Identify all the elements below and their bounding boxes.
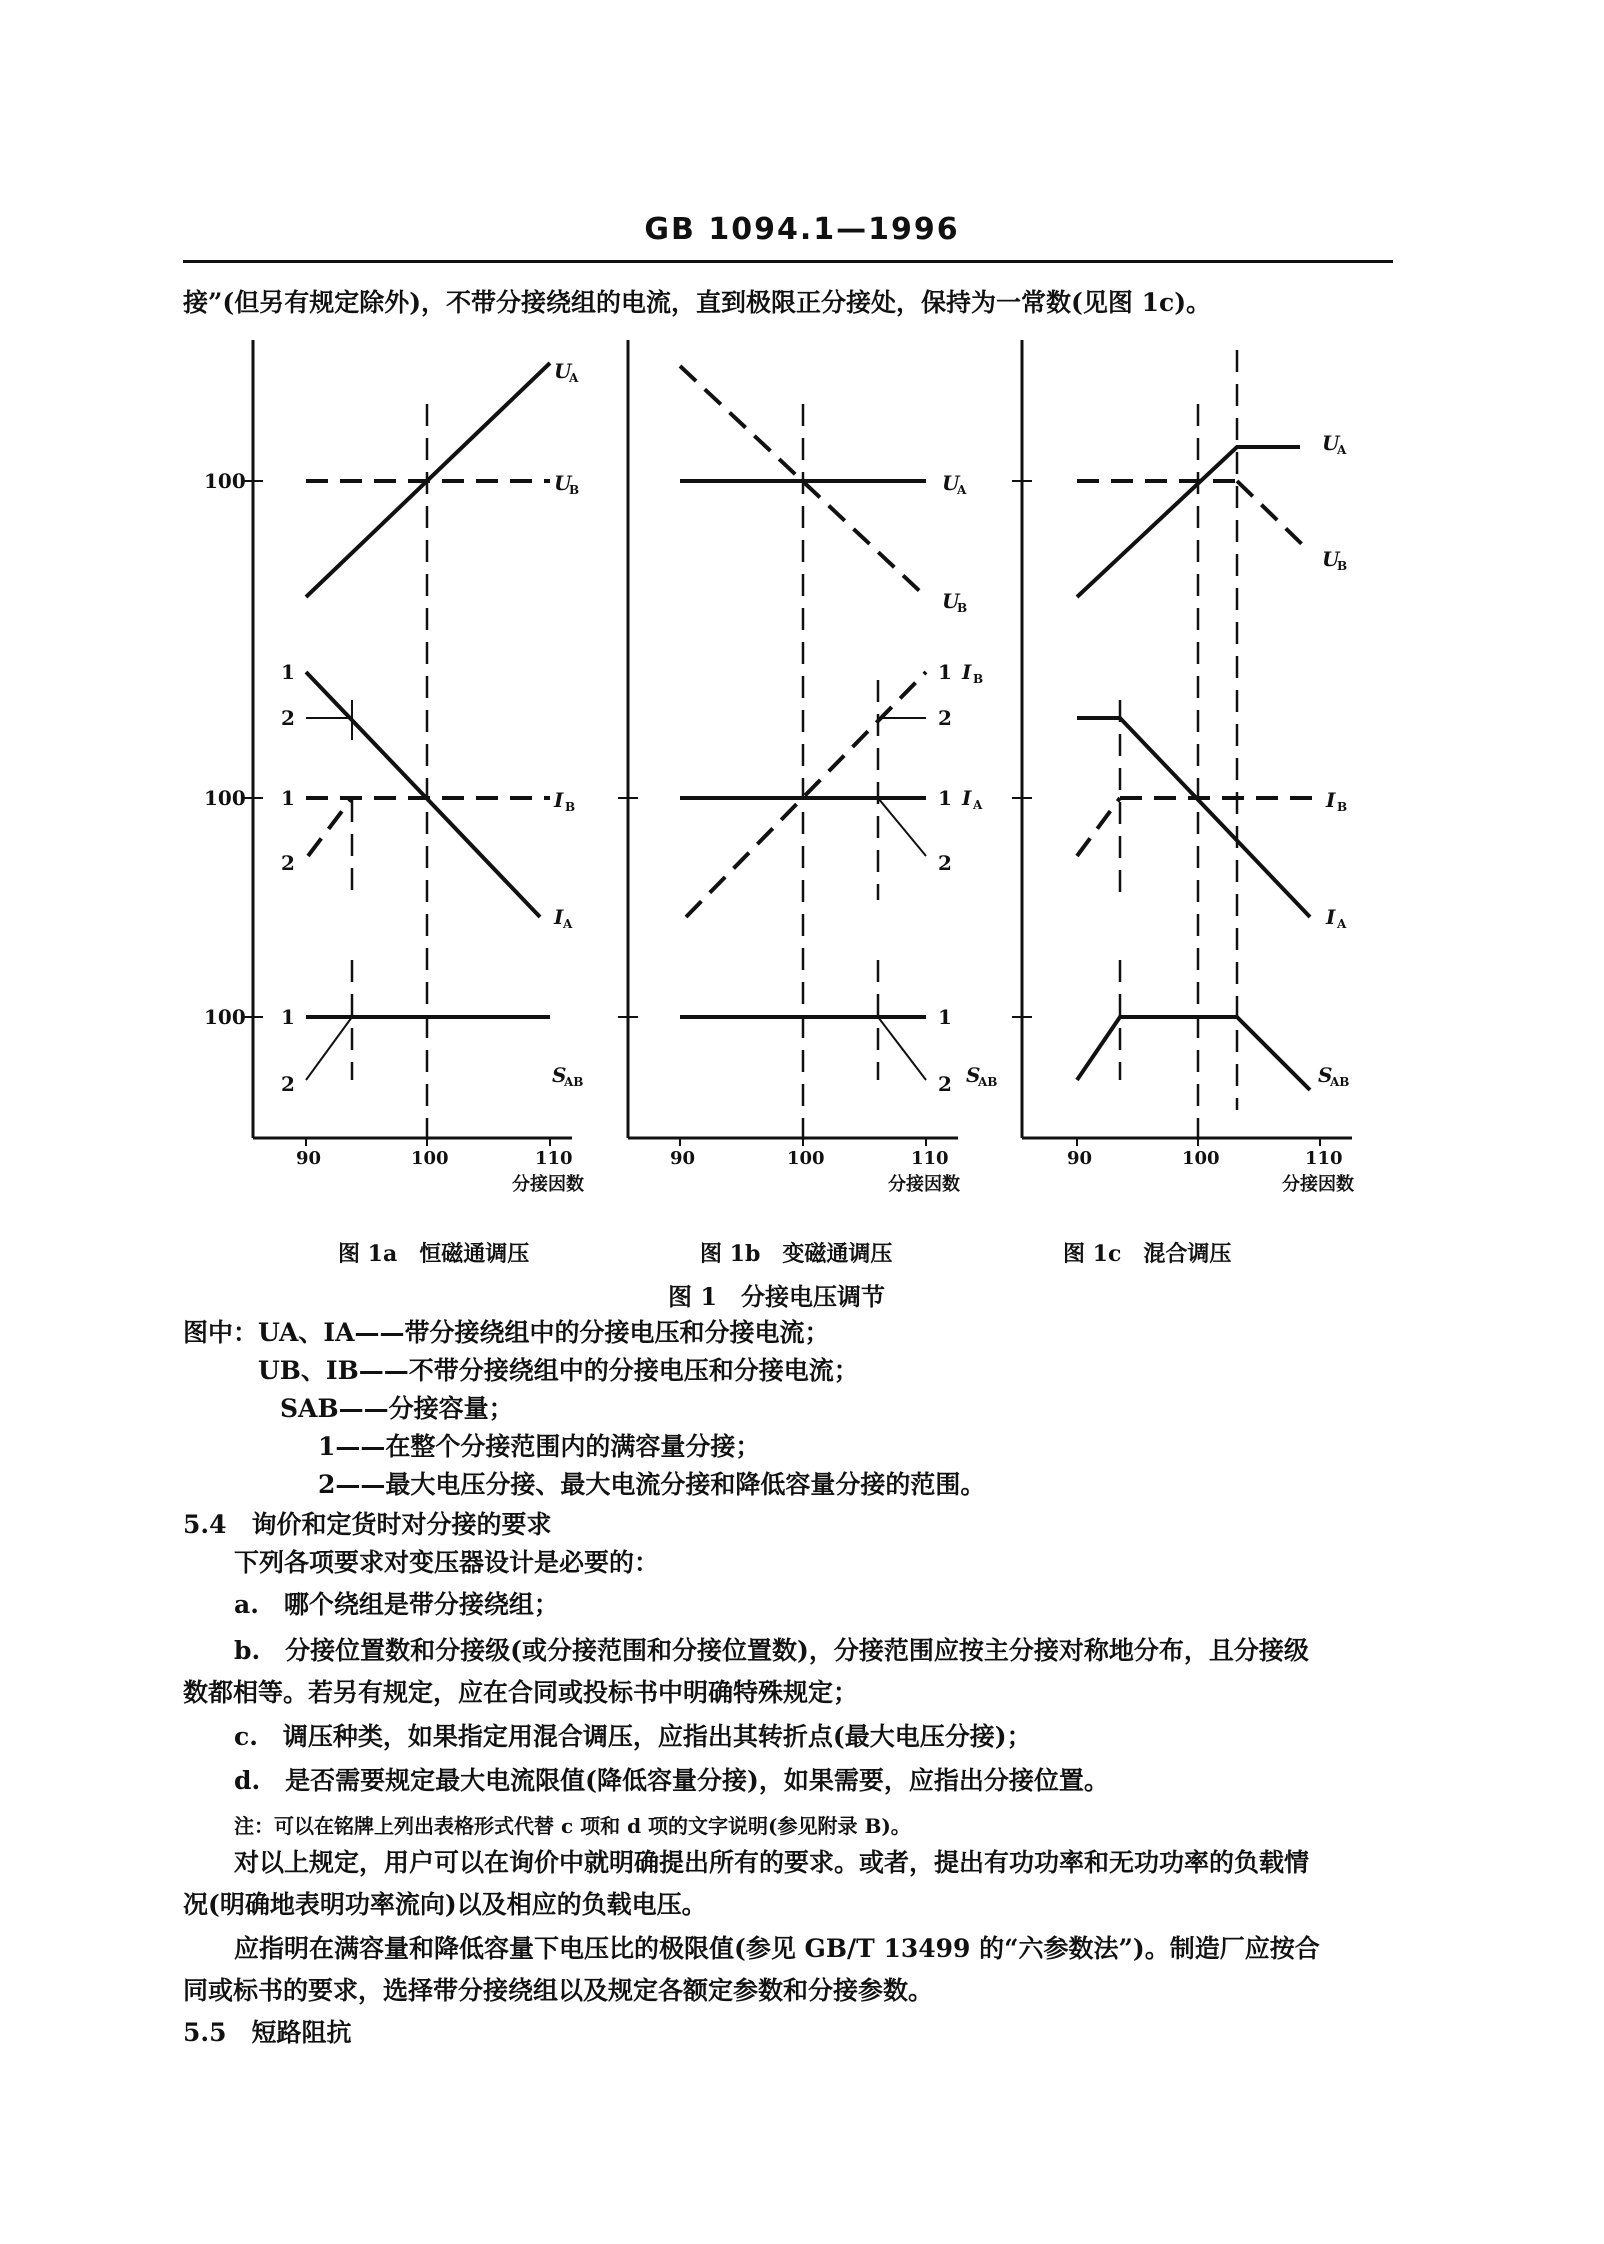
svg-text:100: 100 [411,1148,449,1169]
legend-line-1: UA、IA——带分接绕组中的分接电压和分接电流； [258,1318,830,1347]
section-5-4-intro: 下列各项要求对变压器设计是必要的： [234,1548,660,1577]
svg-text:B: B [1337,559,1348,573]
item-b-line-2: 数都相等。若另有规定，应在合同或投标书中明确特殊规定； [183,1678,859,1707]
panel-a-y-100-top: 100 [204,469,246,493]
panel-b-x-label: 分接因数 [888,1174,960,1195]
svg-text:100: 100 [787,1148,825,1169]
svg-text:AB: AB [1330,1075,1350,1089]
paragraph-2-line-2: 同或标书的要求，选择带分接绕组以及规定各额定参数和分接参数。 [183,1976,934,2005]
svg-text:90: 90 [1067,1148,1093,1169]
svg-text:B: B [569,483,580,497]
panel-b-ib-label: I [962,660,972,684]
svg-text:AB: AB [564,1075,584,1089]
panel-a-ua-label: U [554,359,572,383]
panel-c [1012,340,1354,1195]
svg-text:1: 1 [938,786,952,810]
svg-text:A: A [569,371,579,385]
svg-text:1: 1 [938,1005,952,1029]
legend-line-3: SAB——分接容量； [280,1394,514,1423]
svg-text:A: A [973,798,983,812]
legend-line-2: UB、IB——不带分接绕组中的分接电压和分接电流； [258,1356,859,1385]
svg-text:110: 110 [1305,1148,1343,1169]
svg-text:1: 1 [281,660,295,684]
panel-b-ia-label: I [962,786,972,810]
svg-text:B: B [565,800,576,814]
svg-text:90: 90 [670,1148,696,1169]
svg-text:2: 2 [281,1072,295,1096]
svg-text:A: A [957,483,967,497]
svg-text:1: 1 [281,786,295,810]
panel-a-y-100-bot: 100 [204,1005,246,1029]
item-b-line-1: b. 分接位置数和分接级(或分接范围和分接位置数)，分接范围应按主分接对称地分布，且分接级 [234,1636,1309,1665]
panel-b-ib-line [686,672,926,917]
svg-text:90: 90 [296,1148,322,1169]
svg-text:B: B [957,601,968,615]
panel-c-sab-label: S [1318,1063,1333,1087]
panel-c-ua-line [1077,447,1300,597]
svg-text:2: 2 [938,1072,952,1096]
panel-b-ub-label: U [942,589,960,613]
paragraph-1-line-2: 况(明确地表明功率流向)以及相应的负载电压。 [183,1890,707,1919]
section-5-4-heading: 5.4 询价和定货时对分接的要求 [183,1510,552,1539]
caption-1b: 图 1b 变磁通调压 [700,1241,893,1267]
panel-c-ib-label: I [1326,788,1336,812]
svg-text:B: B [973,672,984,686]
svg-text:A: A [563,917,573,931]
panel-a-ib-label: I [554,788,564,812]
legend-line-4: 1——在整个分接范围内的满容量分接； [318,1432,761,1461]
panel-b [618,340,997,1195]
legend-prefix: 图中： [183,1318,259,1347]
svg-text:1: 1 [938,660,952,684]
panel-a-ia-label: I [554,905,564,929]
panel-b-sab-label: S [966,1063,981,1087]
paragraph-2-line-1: 应指明在满容量和降低容量下电压比的极限值(参见 GB/T 13499 的“六参数法”)。制造厂应按合 [234,1934,1320,1963]
panel-a-ia-line [306,672,540,917]
panel-c-ua-label: U [1322,431,1340,455]
item-a: a. 哪个绕组是带分接绕组； [234,1590,559,1619]
panel-b-ua-label: U [942,471,960,495]
intro-line: 接”(但另有规定除外)，不带分接绕组的电流，直到极限正分接处，保持为一常数(见图 1c)。 [183,288,1212,317]
panel-c-ia-label: I [1326,905,1336,929]
panel-a-sab-label: S [552,1063,567,1087]
panel-a-ub-label: U [554,471,572,495]
caption-1a: 图 1a 恒磁通调压 [338,1241,530,1267]
svg-text:B: B [1337,800,1348,814]
document-header: GB 1094.1—1996 [644,212,960,247]
svg-text:A: A [1337,917,1347,931]
panel-a [204,340,584,1195]
svg-text:100: 100 [1182,1148,1220,1169]
paragraph-1-line-1: 对以上规定，用户可以在询价中就明确提出所有的要求。或者，提出有功功率和无功功率的负载情 [234,1848,1310,1877]
svg-text:2: 2 [281,851,295,875]
svg-text:110: 110 [535,1148,573,1169]
figure-title: 图 1 分接电压调节 [668,1282,886,1311]
item-c: c. 调压种类，如果指定用混合调压，应指出其转折点(最大电压分接)； [234,1722,1032,1751]
svg-text:110: 110 [911,1148,949,1169]
note: 注：可以在铭牌上列出表格形式代替 c 项和 d 项的文字说明(参见附录 B)。 [234,1814,911,1838]
svg-text:2: 2 [938,851,952,875]
panel-a-y-100-mid: 100 [204,786,246,810]
panel-c-sab-line [1077,1017,1310,1090]
panel-c-ub-label: U [1322,547,1340,571]
item-d: d. 是否需要规定最大电流限值(降低容量分接)，如果需要，应指出分接位置。 [234,1766,1109,1795]
svg-text:2: 2 [938,706,952,730]
panel-c-ia-line [1077,718,1310,917]
legend-line-5: 2——最大电压分接、最大电流分接和降低容量分接的范围。 [318,1470,986,1499]
panel-c-x-label: 分接因数 [1282,1174,1354,1195]
svg-text:1: 1 [281,1005,295,1029]
panel-a-x-label: 分接因数 [512,1174,584,1195]
section-5-5-heading: 5.5 短路阻抗 [183,2018,352,2047]
svg-text:AB: AB [978,1075,998,1089]
svg-text:A: A [1337,443,1347,457]
svg-text:2: 2 [281,706,295,730]
caption-1c: 图 1c 混合调压 [1063,1241,1232,1267]
